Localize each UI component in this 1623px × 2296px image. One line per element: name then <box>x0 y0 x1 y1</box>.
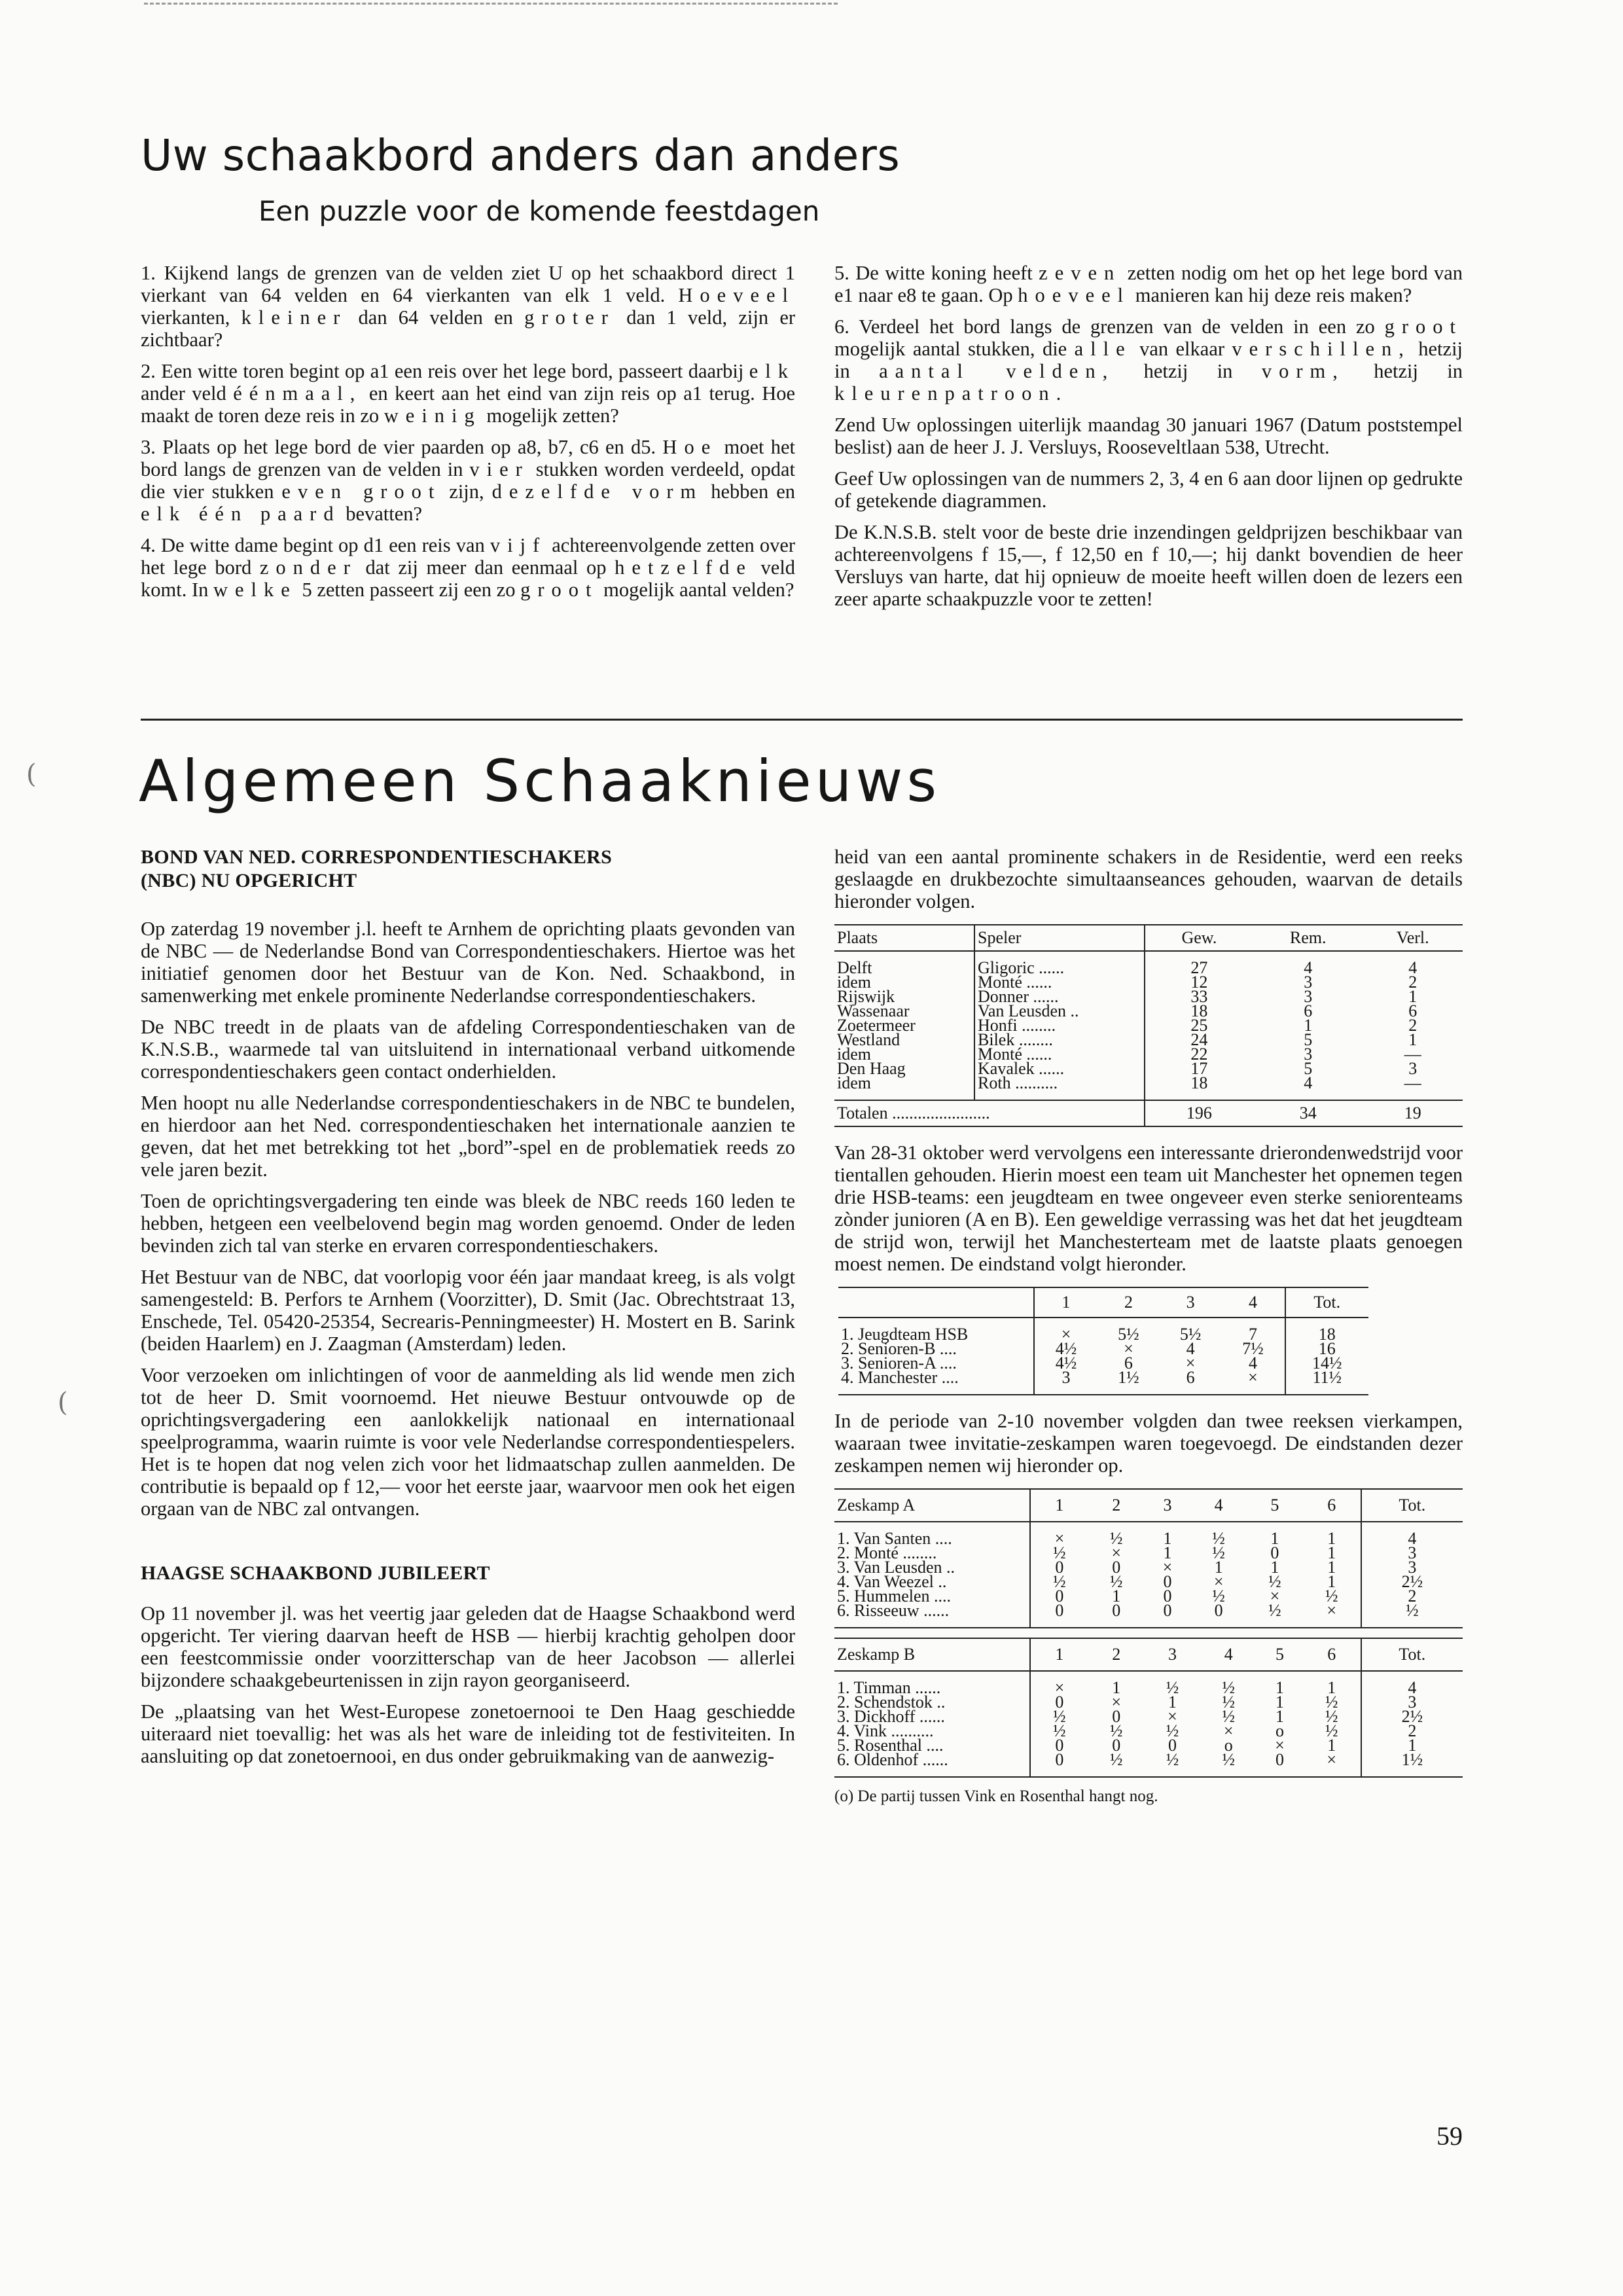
total-cell: 196 <box>1186 1103 1212 1122</box>
zeskamp-intro-paragraph: In de periode van 2-10 november volgden dan twee reeksen vierkampen, waaraan twee invitatie-zeskampen waren toegevoegd. De eindstanden dezer zeskampen nemen wij hieronder op. <box>834 1410 1463 1477</box>
table-cell: Roth .......... <box>974 1076 1145 1100</box>
simul-table-wrapper <box>834 924 1463 1127</box>
table-cell: 33 <box>1190 987 1208 1006</box>
nbc-paragraph-6: Voor verzoeken om inlichtingen of voor de aanmelding als lid wende men zich tot de heer D. Smit voornoemd. Het nieuwe Bestuur ontvouwde op de oprichtingsvergadering een aanlokkelijk nationaal en internationaal speelprogramma, waarin ruimte is voor vele Nederlandse correspondentiespelers. Het is te hopen dat nog velen zich voor het lidmaatschap zullen aanmelden. De contributie is bepaald op f 12,— voor het eerste jaar, waarvoor men ook het eigen orgaan van de NBC zal ontvangen. <box>141 1364 795 1520</box>
col-header: Speler <box>974 925 1145 951</box>
totals-label: Totalen ....................... <box>834 1100 1145 1126</box>
teams-paragraph: Van 28-31 oktober werd vervolgens een interessante drierondenwedstrijd voor tientallen gehouden. Hierin moest een team uit Manchester het opnemen tegen drie HSB-teams: een jeugdteam en twee ongeveer even sterke seniorenteams zònder junioren (A en B). Een geweldige verrassing was het dat het jeugdteam de strijd won, terwijl het Manchesterteam met de laatste plaats genoegen moest nemen. De eindstand volgt hieronder. <box>834 1141 1463 1275</box>
table-cell: 0 <box>1112 1707 1121 1726</box>
news-left-column <box>141 846 795 1776</box>
table-row <box>834 1004 1463 1018</box>
table-cell: ½ <box>1166 1721 1179 1740</box>
table-cell: × <box>1054 1678 1065 1697</box>
table-cell: × <box>1221 1371 1285 1395</box>
table-cell: Donner ...... <box>974 990 1145 1004</box>
table-cell: 5½ <box>1179 1325 1202 1344</box>
table-cell: Rijswijk <box>834 990 974 1004</box>
table-cell: 1 <box>1270 1558 1279 1577</box>
table-cell: × <box>1303 1604 1361 1628</box>
table-cell: 4½ <box>1055 1354 1077 1372</box>
table-row <box>834 1522 1463 1546</box>
col-header: 6 <box>1303 1489 1361 1522</box>
nbc-paragraph-4: Toen de oprichtingsvergadering ten einde was bleek de NBC reeds 160 leden te hebben, hetgeen een veelbelovend begin mag worden genoemd. Onder de leden bevinden zich tal van sterke en ervaren correspondentieschakers. <box>141 1190 795 1257</box>
table-cell: 2. Senioren-B .... <box>838 1342 1034 1356</box>
table-cell: 1 <box>1214 1558 1223 1577</box>
table-cell: 11½ <box>1312 1368 1342 1387</box>
col-header: Gew. <box>1181 928 1217 947</box>
table-cell: 4 <box>1304 958 1313 977</box>
table-cell: 1 <box>1408 1030 1418 1049</box>
table-cell: 1 <box>1408 1736 1417 1755</box>
simul-header-row <box>834 925 1463 951</box>
table-cell: × <box>1168 1707 1177 1726</box>
table-cell: 1½ <box>1118 1368 1139 1387</box>
table-cell: 18 <box>1190 1001 1208 1020</box>
zeskamp-a-table <box>834 1488 1463 1628</box>
table-cell: 0 <box>1055 1750 1064 1769</box>
puzzle-question-3: 3. Plaats op het lege bord de vier paarden op a8, b7, c6 en d5. Hoe moet het bord langs de grenzen van de velden in vier stukken worden verdeeld, opdat die vier stukken even groot zijn, dezelfde vorm hebben en elk één paard bevatten? <box>141 436 796 525</box>
table-cell: Zoetermeer <box>834 1018 974 1033</box>
table-cell: Bilek ........ <box>974 1033 1145 1047</box>
table-cell: ½ <box>1268 1572 1281 1591</box>
table-cell: 1 <box>1163 1543 1172 1562</box>
table-cell: 3 <box>1304 1045 1313 1064</box>
table-cell: ½ <box>1109 1572 1123 1591</box>
table-cell: 6. Oldenhof ...... <box>834 1753 1030 1777</box>
table-cell: 1½ <box>1401 1750 1423 1769</box>
table-cell: ½ <box>1109 1721 1123 1740</box>
table-cell: 3 <box>1408 1543 1417 1562</box>
table-cell: 3. Dickhoff ...... <box>834 1710 1030 1724</box>
margin-paren-mark: ( <box>26 759 37 789</box>
table-cell: Westland <box>834 1033 974 1047</box>
nbc-paragraph-5: Het Bestuur van de NBC, dat voorlopig voor één jaar mandaat kreeg, is als volgt samengesteld: B. Perfors te Arnhem (Voorzitter), D. Smit (Jac. Obrechtstraat 13, Enschede, Tel. 05420-25354, Secrearis-Penningmeester) H. Mostert en B. Sarink (beiden Haarlem) en J. Zaagman (Amsterdam) leden. <box>141 1266 795 1355</box>
table-cell: 3 <box>1304 987 1313 1006</box>
table-cell: ½ <box>1166 1750 1179 1769</box>
puzzle-right-column <box>834 262 1463 619</box>
col-header: Zeskamp A <box>834 1489 1030 1522</box>
table-cell: × <box>1185 1354 1196 1372</box>
simul-table <box>834 924 1463 1127</box>
table-cell: 4 <box>1186 1339 1195 1358</box>
table-row <box>838 1371 1368 1395</box>
col-header: 2 <box>1112 1645 1121 1664</box>
table-cell: 6 <box>1124 1354 1133 1372</box>
table-cell: 0 <box>1055 1736 1064 1755</box>
table-cell: 6 <box>1186 1368 1195 1387</box>
table-cell: 1. Jeugdteam HSB <box>838 1318 1034 1342</box>
table-cell: 1 <box>1303 1546 1361 1560</box>
table-row <box>838 1318 1368 1342</box>
table-cell: 2 <box>1408 1587 1417 1605</box>
table-cell: 16 <box>1318 1339 1336 1358</box>
table-cell: 4. Vink .......... <box>834 1724 1030 1738</box>
table-row <box>834 1076 1463 1100</box>
table-cell: 1 <box>1303 1738 1361 1753</box>
col-header: 1 <box>1055 1496 1064 1515</box>
table-cell: Van Leusden .. <box>974 1004 1145 1018</box>
col-header: Rem. <box>1289 928 1327 947</box>
table-cell: ½ <box>1166 1678 1179 1697</box>
table-cell: 22 <box>1190 1045 1208 1064</box>
puzzle-give-instructions: Geef Uw oplossingen van de nummers 2, 3, 4 en 6 aan door lijnen op gedrukte of getekende diagrammen. <box>834 467 1463 512</box>
col-header: 3 <box>1163 1496 1172 1515</box>
table-cell: 0 <box>1055 1587 1064 1605</box>
table-cell: 0 <box>1163 1572 1172 1591</box>
table-row <box>834 1604 1463 1628</box>
table-cell: 3 <box>1408 1693 1417 1712</box>
table-cell: 4½ <box>1055 1339 1077 1358</box>
footnote: (o) De partij tussen Vink en Rosenthal hangt nog. <box>834 1787 1158 1805</box>
table-cell: ½ <box>1222 1750 1235 1769</box>
simul-totals-row <box>834 1100 1463 1126</box>
table-cell: ½ <box>1212 1587 1225 1605</box>
table-row <box>834 990 1463 1004</box>
table-cell: 1. Van Santen .... <box>834 1522 1030 1546</box>
top-dashed-rule <box>144 3 838 5</box>
teams-table <box>838 1287 1368 1395</box>
table-cell: × <box>1213 1572 1224 1591</box>
table-cell: 1 <box>1303 1522 1361 1546</box>
table-cell: × <box>1303 1753 1361 1777</box>
table-cell: × <box>1275 1736 1285 1755</box>
col-header: Tot. <box>1313 1293 1341 1312</box>
page-number: 59 <box>1436 2121 1463 2151</box>
table-cell: 4 <box>1408 958 1418 977</box>
table-cell: 1 <box>1408 987 1418 1006</box>
puzzle-question-1: 1. Kijkend langs de grenzen van de velden ziet U op het schaakbord direct 1 vierkant van 64 velden en 64 vierkanten van elk 1 veld. Hoeveel vierkanten, kleiner dan 64 velden en groter dan 1 veld, zijn er zichtbaar? <box>141 262 796 351</box>
table-cell: 0 <box>1055 1693 1064 1712</box>
table-cell: ½ <box>1053 1707 1066 1726</box>
table-cell: 1 <box>1112 1678 1121 1697</box>
table-cell: ½ <box>1053 1572 1066 1591</box>
table-cell: 7½ <box>1221 1342 1285 1356</box>
table-cell: 6. Risseeuw ...... <box>834 1604 1030 1628</box>
table-cell: ½ <box>1109 1529 1123 1548</box>
col-header: 5 <box>1275 1645 1284 1664</box>
table-cell: 2. Schendstok .. <box>834 1695 1030 1710</box>
table-cell: 1 <box>1168 1693 1177 1712</box>
table-row <box>834 1671 1463 1695</box>
table-cell: ½ <box>1303 1710 1361 1724</box>
table-cell: 6 <box>1304 1001 1313 1020</box>
col-header: 4 <box>1221 1287 1285 1318</box>
table-row <box>834 1753 1463 1777</box>
table-cell: ½ <box>1222 1693 1235 1712</box>
col-header <box>838 1287 1034 1318</box>
nbc-paragraph-2: De NBC treedt in de plaats van de afdeling Correspondentieschaken van de K.N.S.B., waarmede tal van uitsluitend in internationaal verband uitkomende correspondentieschakers geen contact onderhielden. <box>141 1016 795 1083</box>
table-cell: idem <box>834 1047 974 1062</box>
table-cell: 1 <box>1303 1560 1361 1575</box>
table-cell: × <box>1124 1339 1133 1358</box>
table-cell: 14½ <box>1312 1354 1342 1372</box>
table-cell: 0 <box>1112 1558 1121 1577</box>
news-title: Algemeen Schaaknieuws <box>139 747 941 815</box>
table-cell: ½ <box>1303 1724 1361 1738</box>
table-cell: 1 <box>1275 1707 1284 1726</box>
teams-header-row <box>838 1287 1368 1318</box>
table-cell: × <box>1061 1325 1071 1344</box>
table-cell: 24 <box>1190 1030 1208 1049</box>
zeskamp-a-header-row <box>834 1489 1463 1522</box>
col-header: 1 <box>1055 1645 1064 1664</box>
table-row <box>834 1047 1463 1062</box>
table-cell: 4. Manchester .... <box>838 1371 1034 1395</box>
col-header: Tot. <box>1399 1645 1426 1664</box>
simul-intro-paragraph: heid van een aantal prominente schakers in de Residentie, werd een reeks geslaagde en drukbezochte simultaanseances gehouden, waarvan de details hieronder volgen. <box>834 846 1463 912</box>
puzzle-subtitle: Een puzzle voor de komende feestdagen <box>259 195 820 227</box>
table-cell: — <box>1404 1045 1421 1064</box>
table-cell: 7 <box>1221 1318 1285 1342</box>
col-header: Plaats <box>834 925 974 951</box>
zeskamp-b-wrapper <box>834 1638 1463 1778</box>
table-cell: 5 <box>1304 1059 1313 1078</box>
col-header: Verl. <box>1396 928 1429 947</box>
table-cell: 2 <box>1408 1721 1417 1740</box>
table-cell: ½ <box>1406 1601 1419 1620</box>
table-cell: 3 <box>1304 973 1313 992</box>
table-cell: 1 <box>1275 1678 1284 1697</box>
table-cell: Monté ...... <box>974 1047 1145 1062</box>
col-header: 4 <box>1224 1645 1233 1664</box>
table-cell: × <box>1111 1543 1122 1562</box>
table-cell: 1 <box>1303 1671 1361 1695</box>
zeskamp-b-header-row <box>834 1638 1463 1671</box>
table-cell: 2½ <box>1401 1707 1423 1726</box>
margin-paren-mark: ( <box>58 1388 68 1418</box>
table-cell: 27 <box>1190 958 1208 977</box>
table-row <box>834 1018 1463 1033</box>
col-header: 3 <box>1168 1645 1177 1664</box>
puzzle-title: Uw schaakbord anders dan anders <box>141 130 901 181</box>
table-cell: Kavalek ...... <box>974 1062 1145 1076</box>
col-header: 2 <box>1112 1496 1121 1515</box>
table-cell: ½ <box>1053 1543 1066 1562</box>
table-cell: 0 <box>1163 1601 1172 1620</box>
col-header: Tot. <box>1399 1496 1426 1515</box>
table-cell: — <box>1404 1073 1421 1092</box>
section-divider <box>141 719 1463 721</box>
table-cell: 4. Van Weezel .. <box>834 1575 1030 1589</box>
table-cell: 5½ <box>1118 1325 1139 1344</box>
table-cell: × <box>1162 1558 1173 1577</box>
table-cell: 3 <box>1408 1059 1418 1078</box>
table-cell: 18 <box>1190 1073 1208 1092</box>
news-right-column <box>834 846 1463 1808</box>
puzzle-prize-text: De K.N.S.B. stelt voor de beste drie inzendingen geldprijzen beschikbaar van achtereenvolgens f 15,—, f 12,50 en f 10,—; hij dankt bovendien de heer Versluys van harte, dat hij opnieuw de moeite heeft willen doen de lezers een zeer aparte schaakpuzzle voor te zetten! <box>834 521 1463 610</box>
table-cell: ½ <box>1222 1707 1235 1726</box>
hsb-heading: HAAGSE SCHAAKBOND JUBILEERT <box>141 1562 490 1584</box>
table-cell: 3 <box>1408 1558 1417 1577</box>
col-header: 1 <box>1061 1293 1071 1312</box>
table-cell: Den Haag <box>834 1062 974 1076</box>
table-cell: o <box>1224 1736 1233 1755</box>
table-row <box>834 1062 1463 1076</box>
zeskamp-a-wrapper <box>834 1488 1463 1628</box>
table-cell: 1 <box>1112 1587 1121 1605</box>
table-cell: Gligoric ...... <box>974 951 1145 975</box>
table-cell: ½ <box>1212 1543 1225 1562</box>
table-cell: 2 <box>1408 973 1418 992</box>
table-cell: o <box>1275 1721 1284 1740</box>
col-header: 2 <box>1124 1293 1133 1312</box>
table-cell: 1 <box>1275 1693 1284 1712</box>
puzzle-question-2: 2. Een witte toren begint op a1 een reis over het lege bord, passeert daarbij elk ander veld éénmaal, en keert aan het eind van zijn reis op a1 terug. Hoe maakt de toren deze reis in zo weinig mogelijk zetten? <box>141 360 796 427</box>
table-cell: 3 <box>1061 1368 1071 1387</box>
table-row <box>834 1033 1463 1047</box>
puzzle-question-6: 6. Verdeel het bord langs de grenzen van de velden in een zo groot mogelijk aantal stukken, die alle van elkaar verschillen, hetzij in aantal velden, hetzij in vorm, hetzij in kleurenpatroon. <box>834 315 1463 404</box>
nbc-paragraph-1: Op zaterdag 19 november j.l. heeft te Arnhem de oprichting plaats gevonden van de NBC — de Nederlandse Bond van Correspondentieschakers. Hiertoe was het initiatief genomen door het Bestuur van de Kon. Ned. Schaakbond, in samenwerking met enkele prominente Nederlandse correspondentieschakers. <box>141 918 795 1007</box>
col-header: 6 <box>1303 1638 1361 1671</box>
zeskamp-b-table <box>834 1638 1463 1778</box>
table-cell: 0 <box>1112 1736 1121 1755</box>
table-cell: Honfi ........ <box>974 1018 1145 1033</box>
table-cell: 1 <box>1304 1016 1313 1035</box>
table-cell: 18 <box>1318 1325 1336 1344</box>
table-cell: × <box>1054 1529 1065 1548</box>
col-header: 4 <box>1214 1496 1223 1515</box>
table-cell: 1. Timman ...... <box>834 1671 1030 1695</box>
table-cell: 17 <box>1190 1059 1208 1078</box>
table-cell: 12 <box>1190 973 1208 992</box>
table-cell: idem <box>834 975 974 990</box>
table-cell: ½ <box>1303 1589 1361 1604</box>
table-cell: ½ <box>1268 1601 1281 1620</box>
table-cell: 0 <box>1275 1750 1284 1769</box>
table-cell: × <box>1223 1721 1234 1740</box>
table-cell: 2½ <box>1401 1572 1423 1591</box>
total-cell: 19 <box>1404 1103 1421 1122</box>
nbc-paragraph-3: Men hoopt nu alle Nederlandse correspondentieschakers in de NBC te bundelen, en hierdoor aan het Ned. correspondentieschaken het internationale aanzien te geven, dat het met betrekking tot het „bord”-spel en de problematiek reeds zo vele jaren bezit. <box>141 1092 795 1181</box>
hsb-paragraph-2: De „plaatsing van het West-Europese zonetoernooi te Den Haag geschiedde uiteraard niet toevallig: het was als het ware de inleiding tot de festiviteiten. In aansluiting op dat zonetoernooi, en dus onder gebruikmaking van de aanwezig- <box>141 1700 795 1767</box>
table-row <box>834 951 1463 975</box>
puzzle-send-instructions: Zend Uw oplossingen uiterlijk maandag 30 januari 1967 (Datum poststempel beslist) aan de heer J. J. Versluys, Rooseveltlaan 538, Utrecht. <box>834 414 1463 458</box>
table-cell: idem <box>834 1076 974 1100</box>
table-cell: 2. Monté ........ <box>834 1546 1030 1560</box>
hsb-paragraph-1: Op 11 november jl. was het veertig jaar geleden dat de Haagse Schaakbond werd opgericht. Ter viering daarvan heeft de HSB — hierbij krachtig geholpen door een feestcommissie onder voorzitterschap van de heer Jacobson — allerlei bijzondere schaakgebeurtenissen in zijn rayon georganiseerd. <box>141 1602 795 1691</box>
table-cell: ½ <box>1303 1695 1361 1710</box>
col-header: Zeskamp B <box>834 1638 1030 1671</box>
puzzle-question-4: 4. De witte dame begint op d1 een reis van vijf achtereenvolgende zetten over het lege bord zonder dat zij meer dan eenmaal op hetzelfde veld komt. In welke 5 zetten passeert zij een zo groot mogelijk aantal velden? <box>141 534 796 601</box>
table-cell: 0 <box>1055 1558 1064 1577</box>
table-cell: Wassenaar <box>834 1004 974 1018</box>
table-cell: ½ <box>1109 1750 1123 1769</box>
table-cell: 5 <box>1304 1030 1313 1049</box>
table-cell: × <box>1270 1587 1280 1605</box>
table-cell: 25 <box>1190 1016 1208 1035</box>
table-cell: 4 <box>1221 1356 1285 1371</box>
table-cell: × <box>1111 1693 1122 1712</box>
table-cell: ½ <box>1212 1529 1225 1548</box>
table-cell: 0 <box>1270 1543 1279 1562</box>
table-cell: 0 <box>1214 1601 1223 1620</box>
table-cell: ½ <box>1053 1721 1066 1740</box>
table-cell: 0 <box>1168 1736 1177 1755</box>
table-cell: 4 <box>1304 1073 1313 1092</box>
col-header: 5 <box>1270 1496 1279 1515</box>
table-cell: 1 <box>1163 1529 1172 1548</box>
table-cell: 3. Senioren-A .... <box>838 1356 1034 1371</box>
table-cell: 2 <box>1408 1016 1418 1035</box>
teams-table-wrapper <box>834 1287 1463 1395</box>
puzzle-left-column <box>141 262 795 610</box>
table-cell: 0 <box>1163 1587 1172 1605</box>
table-cell: 6 <box>1408 1001 1418 1020</box>
nbc-heading: BOND VAN NED. CORRESPONDENTIESCHAKERS (NBC) NU OPGERICHT <box>141 846 613 891</box>
table-cell: Delft <box>834 951 974 975</box>
total-cell: 34 <box>1299 1103 1317 1122</box>
col-header: 3 <box>1186 1293 1195 1312</box>
table-cell: 4 <box>1408 1529 1417 1548</box>
table-cell: Monté ...... <box>974 975 1145 990</box>
table-cell: ½ <box>1222 1678 1235 1697</box>
table-cell: 5. Rosenthal .... <box>834 1738 1030 1753</box>
table-cell: 5. Hummelen .... <box>834 1589 1030 1604</box>
table-cell: 0 <box>1055 1601 1064 1620</box>
puzzle-question-5: 5. De witte koning heeft zeven zetten nodig om het op het lege bord van e1 naar e8 te gaan. Op hoeveel manieren kan hij deze reis maken? <box>834 262 1463 306</box>
table-cell: 4 <box>1408 1678 1417 1697</box>
table-cell: 1 <box>1303 1575 1361 1589</box>
table-cell: 3. Van Leusden .. <box>834 1560 1030 1575</box>
table-cell: 0 <box>1112 1601 1121 1620</box>
table-cell: 1 <box>1270 1529 1279 1548</box>
table-row <box>834 975 1463 990</box>
